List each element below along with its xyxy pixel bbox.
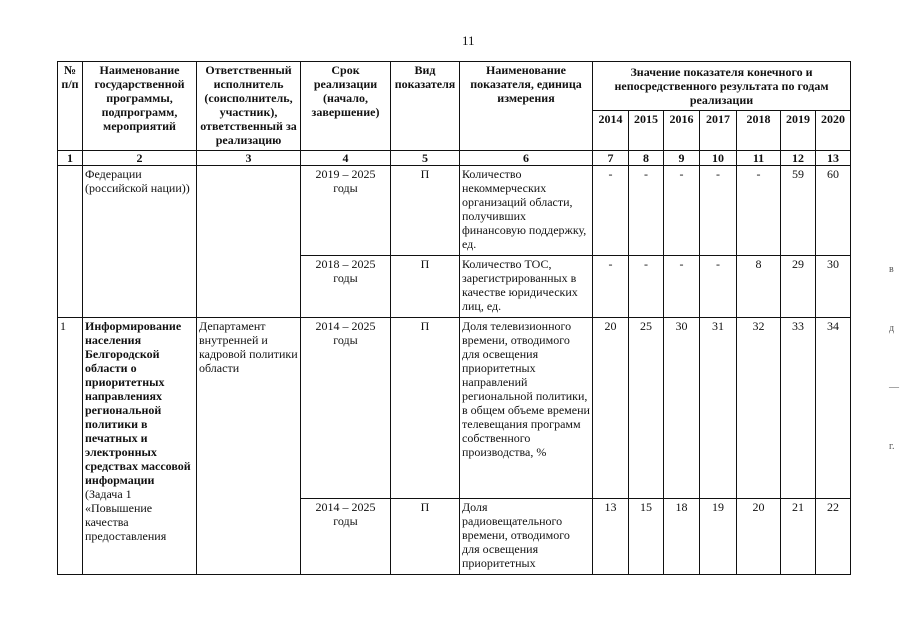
year-header: 2016 [664,111,700,151]
row-term: 2019 – 2025 годы [301,166,391,256]
column-index: 5 [391,151,460,166]
row-value: - [593,256,629,318]
margin-marks [889,264,899,500]
year-header: 2018 [737,111,781,151]
margin-mark: — [889,382,899,393]
header-responsible: Ответственный исполнитель (соисполнитель, участник), ответственный за реализацию [197,62,301,151]
row-value: 15 [629,499,664,575]
margin-mark: д [889,323,895,334]
row-value: 25 [629,318,664,499]
row-value: - [593,166,629,256]
indicators-table [57,61,851,575]
year-header: 2017 [700,111,737,151]
row-value: 31 [700,318,737,499]
header-term: Срок реализации (начало, завершение) [301,62,391,151]
row-value: - [737,166,781,256]
row-value: - [629,166,664,256]
row-term: 2014 – 2025 годы [301,318,391,499]
row-value: - [700,256,737,318]
row-name-normal: (Задача 1 «Повышение качества предоставления [85,487,167,543]
row-value: 60 [816,166,851,256]
year-header: 2020 [816,111,851,151]
table-row [58,166,851,256]
row-value: - [629,256,664,318]
row-value: 34 [816,318,851,499]
row-value: 59 [781,166,816,256]
header-name: Наименование государственной программы, подпрограмм, мероприятий [83,62,197,151]
row-value: 22 [816,499,851,575]
row-value: 20 [593,318,629,499]
margin-mark: в [889,264,894,275]
row-indicator: Количество ТОС, зарегистрированных в качестве юридических лиц, ед. [460,256,593,318]
row-value: 32 [737,318,781,499]
header-num: № п/п [58,62,83,151]
column-index: 2 [83,151,197,166]
row-indicator: Доля радиовещательного времени, отводимого для освещения приоритетных [460,499,593,575]
row-num [58,166,83,318]
row-name [83,318,197,575]
row-value: 30 [664,318,700,499]
row-value: 20 [737,499,781,575]
table-row [58,318,851,499]
row-type: П [391,499,460,575]
row-value: 19 [700,499,737,575]
header-type: Вид показателя [391,62,460,151]
row-name-bold: Информирование населения Белгородской области о приоритетных направлениях региональной политики в печатных и электронных средствах массовой информации [85,319,191,487]
row-value: - [664,166,700,256]
column-index: 9 [664,151,700,166]
row-indicator: Количество некоммерческих организаций области, получивших финансовую поддержку, ед. [460,166,593,256]
column-index: 10 [700,151,737,166]
row-num: 1 [58,318,83,575]
row-value: 30 [816,256,851,318]
row-type: П [391,166,460,256]
row-name: Федерации (российской нации)) [83,166,197,318]
column-index: 13 [816,151,851,166]
row-type: П [391,256,460,318]
column-index: 8 [629,151,664,166]
margin-mark: г. [889,441,895,452]
year-header: 2014 [593,111,629,151]
row-type: П [391,318,460,499]
column-index: 12 [781,151,816,166]
row-responsible [197,166,301,318]
column-index: 6 [460,151,593,166]
column-index: 11 [737,151,781,166]
row-value: 33 [781,318,816,499]
column-index: 3 [197,151,301,166]
header-indicator: Наименование показателя, единица измерения [460,62,593,151]
row-value: - [664,256,700,318]
header-row [58,62,851,111]
header-values-group: Значение показателя конечного и непосредственного результата по годам реализации [593,62,851,111]
year-header: 2015 [629,111,664,151]
row-value: 13 [593,499,629,575]
row-term: 2014 – 2025 годы [301,499,391,575]
row-indicator: Доля телевизионного времени, отводимого для освещения приоритетных направлений региональной политики, в общем объеме времени телевещания программ собственного производства, % [460,318,593,499]
row-value: 18 [664,499,700,575]
row-responsible: Департамент внутренней и кадровой политики области [197,318,301,575]
column-index: 1 [58,151,83,166]
row-term: 2018 – 2025 годы [301,256,391,318]
row-value: 29 [781,256,816,318]
column-index-row [58,151,851,166]
row-value: 21 [781,499,816,575]
row-value: - [700,166,737,256]
row-value: 8 [737,256,781,318]
column-index: 7 [593,151,629,166]
column-index: 4 [301,151,391,166]
page-number: 11 [462,33,475,48]
year-header: 2019 [781,111,816,151]
